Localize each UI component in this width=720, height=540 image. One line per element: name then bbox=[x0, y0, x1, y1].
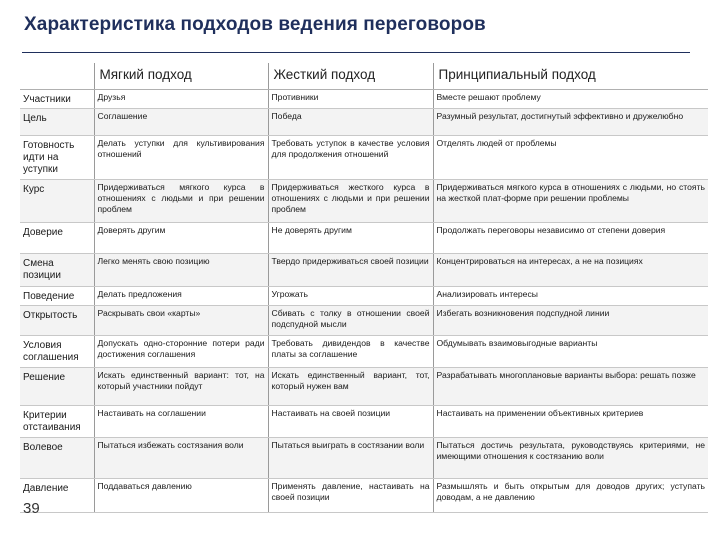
cell-hard: Настаивать на своей позиции bbox=[268, 406, 433, 438]
table-row bbox=[20, 306, 708, 336]
cell-principled: Избегать возникновения подспудной линии bbox=[433, 306, 708, 336]
cell-principled: Анализировать интересы bbox=[433, 287, 708, 306]
row-label: Поведение bbox=[20, 287, 94, 306]
row-label: Условия соглашения bbox=[20, 336, 94, 368]
cell-principled: Разумный результат, достигнутый эффективно и дружелюбно bbox=[433, 109, 708, 136]
row-label: Смена позиции bbox=[20, 254, 94, 287]
cell-soft: Делать уступки для культивирования отношений bbox=[94, 136, 268, 180]
cell-principled: Вместе решают проблему bbox=[433, 90, 708, 109]
cell-hard: Пытаться выиграть в состязании воли bbox=[268, 438, 433, 479]
row-label: Курс bbox=[20, 180, 94, 223]
cell-hard: Придерживаться жесткого курса в отношениях с людьми и при решении проблем bbox=[268, 180, 433, 223]
cell-hard: Победа bbox=[268, 109, 433, 136]
cell-soft: Друзья bbox=[94, 90, 268, 109]
cell-principled: Разрабатывать многоплановые варианты выбора: решать позже bbox=[433, 368, 708, 406]
table-row bbox=[20, 254, 708, 287]
cell-hard: Применять давление, настаивать на своей позиции bbox=[268, 479, 433, 513]
row-label: Доверие bbox=[20, 223, 94, 254]
cell-hard: Не доверять другим bbox=[268, 223, 433, 254]
cell-hard: Сбивать с толку в отношении своей подспудной мысли bbox=[268, 306, 433, 336]
row-label: Открытость bbox=[20, 306, 94, 336]
table-row bbox=[20, 109, 708, 136]
cell-soft: Настаивать на соглашении bbox=[94, 406, 268, 438]
row-label: Давление bbox=[20, 479, 94, 513]
table-row bbox=[20, 336, 708, 368]
cell-hard: Твердо придерживаться своей позиции bbox=[268, 254, 433, 287]
table-row bbox=[20, 368, 708, 406]
cell-principled: Размышлять и быть открытым для доводов других; уступать доводам, а не давлению bbox=[433, 479, 708, 513]
cell-hard: Противники bbox=[268, 90, 433, 109]
table-row bbox=[20, 223, 708, 254]
cell-hard: Искать единственный вариант, тот, который нужен вам bbox=[268, 368, 433, 406]
header-corner bbox=[20, 63, 94, 90]
cell-principled: Пытаться достичь результата, руководствуясь критериями, не имеющими отношения к состязанию воли bbox=[433, 438, 708, 479]
row-label: Цель bbox=[20, 109, 94, 136]
cell-principled: Придерживаться мягкого курса в отношениях с людьми, но стоять на жесткой плат-форме при решении проблемы bbox=[433, 180, 708, 223]
cell-principled: Концентрироваться на интересах, а не на позициях bbox=[433, 254, 708, 287]
table-row bbox=[20, 136, 708, 180]
table-row bbox=[20, 406, 708, 438]
cell-soft: Соглашение bbox=[94, 109, 268, 136]
cell-soft: Искать единственный вариант: тот, на который участники пойдут bbox=[94, 368, 268, 406]
row-label: Критерии отстаивания bbox=[20, 406, 94, 438]
row-label: Волевое bbox=[20, 438, 94, 479]
cell-soft: Легко менять свою позицию bbox=[94, 254, 268, 287]
title-underline bbox=[22, 52, 690, 53]
cell-principled: Отделять людей от проблемы bbox=[433, 136, 708, 180]
cell-soft: Пытаться избежать состязания воли bbox=[94, 438, 268, 479]
cell-principled: Продолжать переговоры независимо от степени доверия bbox=[433, 223, 708, 254]
cell-principled: Настаивать на применении объективных критериев bbox=[433, 406, 708, 438]
slide-title: Характеристика подходов ведения переговоров bbox=[24, 14, 486, 35]
header-hard: Жесткий подход bbox=[268, 63, 433, 90]
cell-soft: Допускать одно-сторонние потери ради достижения соглашения bbox=[94, 336, 268, 368]
table-row bbox=[20, 438, 708, 479]
cell-soft: Доверять другим bbox=[94, 223, 268, 254]
cell-principled: Обдумывать взаимовыгодные варианты bbox=[433, 336, 708, 368]
cell-soft: Делать предложения bbox=[94, 287, 268, 306]
cell-hard: Требовать дивидендов в качестве платы за соглашение bbox=[268, 336, 433, 368]
header-soft: Мягкий подход bbox=[94, 63, 268, 90]
row-label: Решение bbox=[20, 368, 94, 406]
table-row bbox=[20, 479, 708, 513]
cell-soft: Поддаваться давлению bbox=[94, 479, 268, 513]
row-label: Участники bbox=[20, 90, 94, 109]
approaches-table bbox=[20, 63, 708, 513]
slide-number: 39 bbox=[23, 500, 40, 517]
row-label: Готовность идти на уступки bbox=[20, 136, 94, 180]
cell-hard: Требовать уступок в качестве условия для продолжения отношений bbox=[268, 136, 433, 180]
table-row bbox=[20, 90, 708, 109]
table-row bbox=[20, 180, 708, 223]
cell-soft: Придерживаться мягкого курса в отношениях с людьми и при решении проблем bbox=[94, 180, 268, 223]
table-header-row bbox=[20, 63, 708, 90]
table-row bbox=[20, 287, 708, 306]
cell-hard: Угрожать bbox=[268, 287, 433, 306]
cell-soft: Раскрывать свои «карты» bbox=[94, 306, 268, 336]
header-principled: Принципиальный подход bbox=[433, 63, 708, 90]
